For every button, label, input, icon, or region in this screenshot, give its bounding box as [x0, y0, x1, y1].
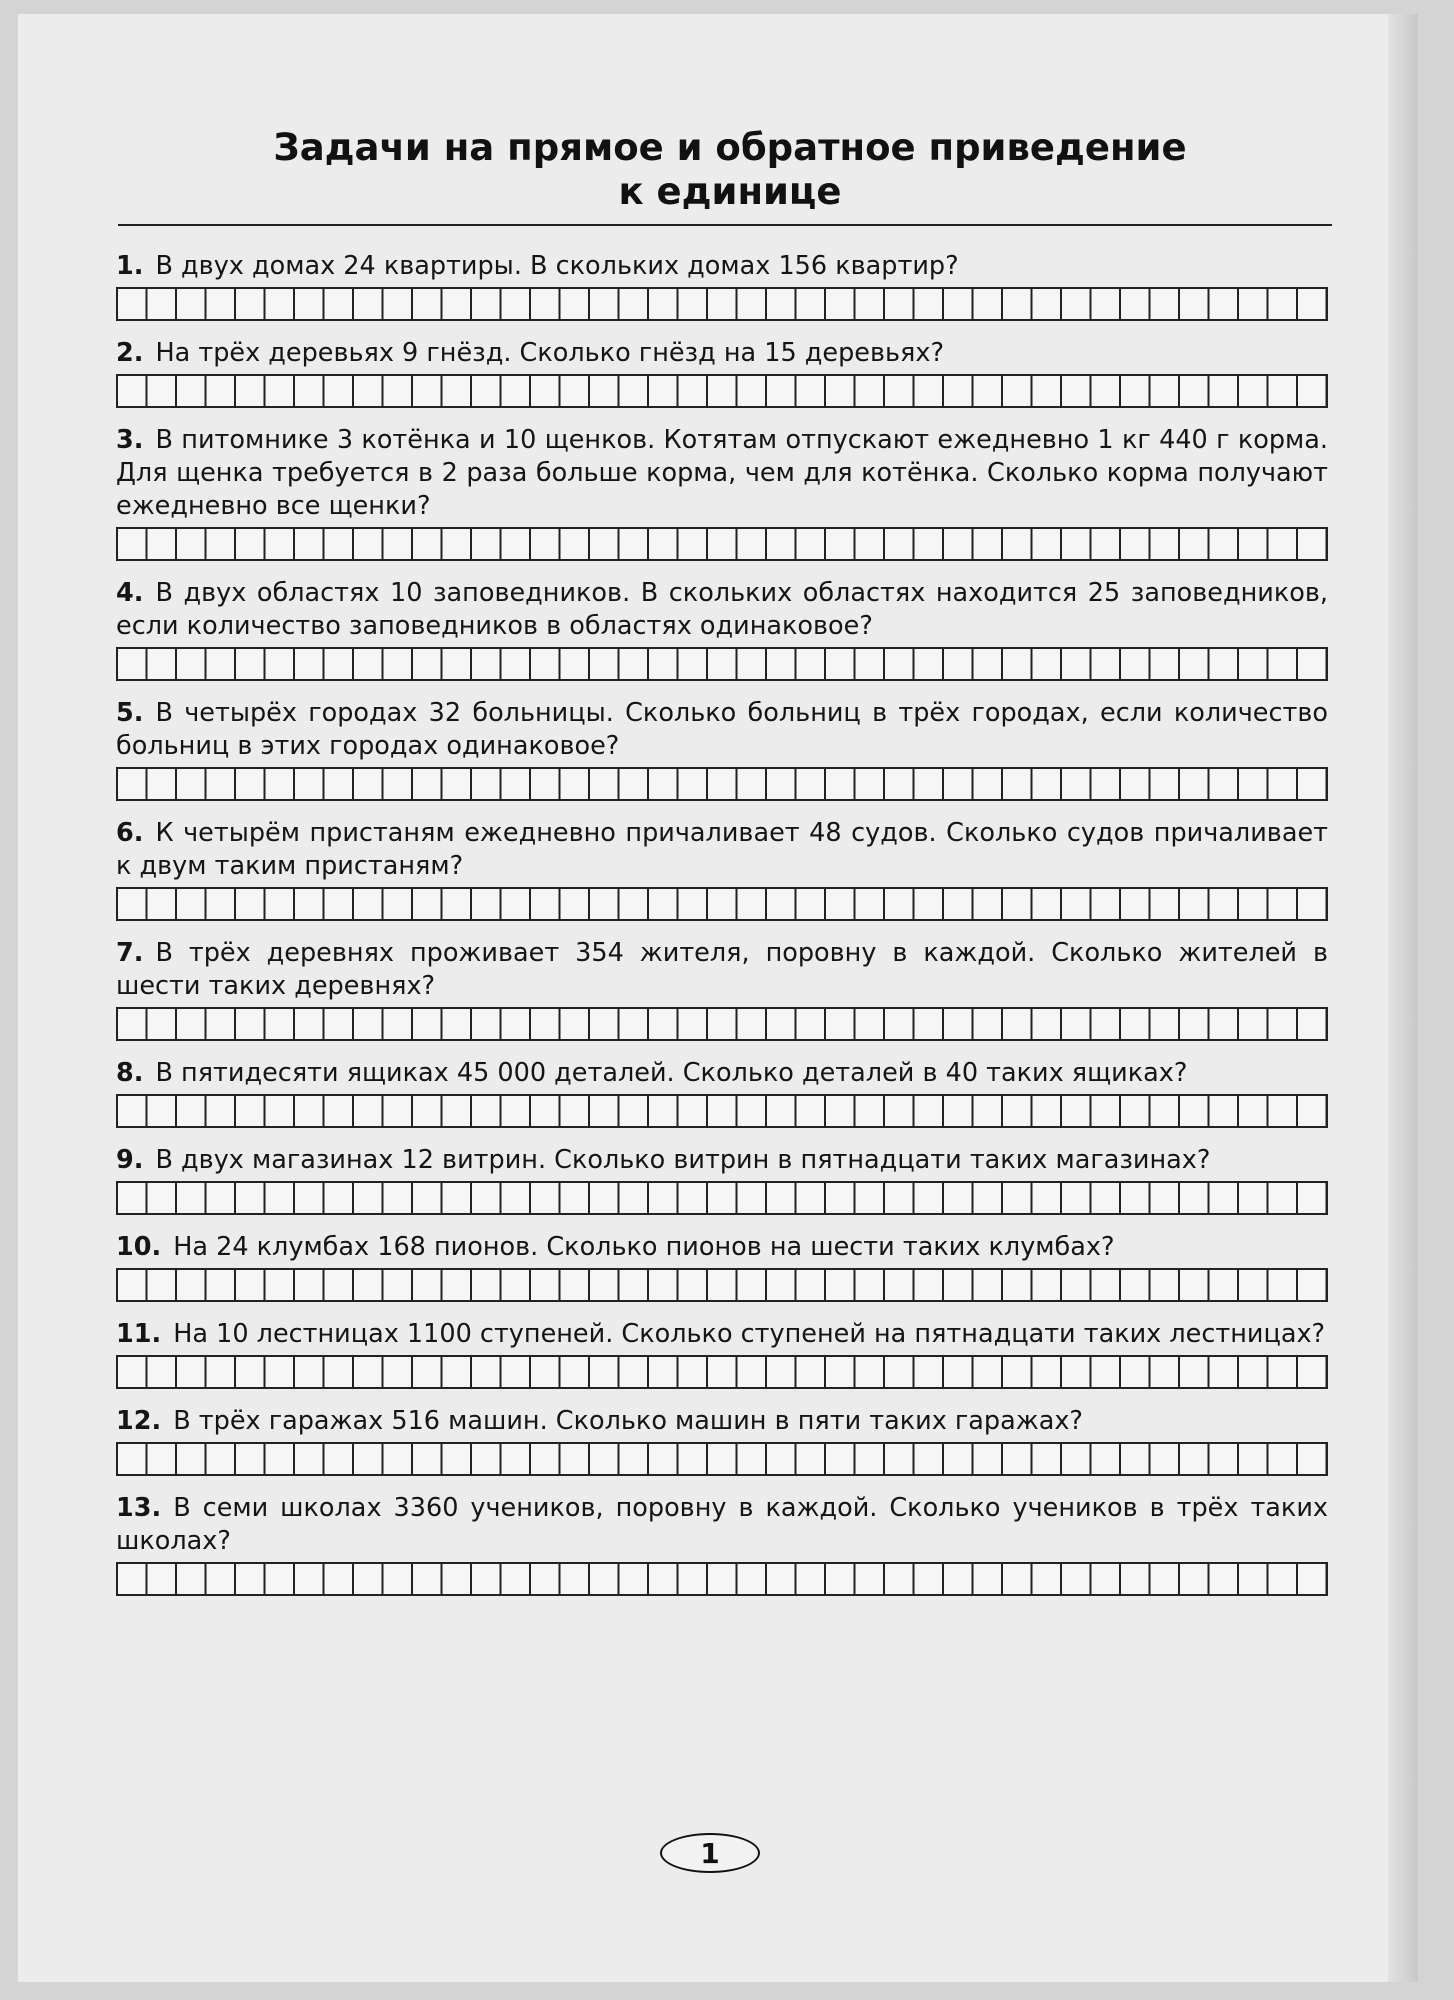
- task-item: [116, 250, 1328, 321]
- answer-grid[interactable]: [116, 1181, 1328, 1215]
- task-body: На 24 клумбах 168 пионов. Сколько пионов на шести таких клумбах?: [173, 1232, 1115, 1262]
- page-number: 1: [700, 1836, 720, 1870]
- task-number: 2.: [116, 338, 144, 368]
- task-body: В пятидесяти ящиках 45 000 деталей. Сколько деталей в 40 таких ящиках?: [155, 1058, 1188, 1088]
- task-number: 7.: [116, 938, 144, 968]
- answer-grid[interactable]: [116, 1442, 1328, 1476]
- task-item: [116, 697, 1328, 801]
- task-item: [116, 937, 1328, 1041]
- task-text: [116, 1405, 1328, 1438]
- task-text: [116, 697, 1328, 763]
- task-text: [116, 1231, 1328, 1264]
- task-number: 6.: [116, 818, 144, 848]
- task-text: [116, 337, 1328, 370]
- task-text: [116, 577, 1328, 643]
- title-underline: [118, 224, 1332, 226]
- task-body: В трёх деревнях проживает 354 жителя, поровну в каждой. Сколько жителей в шести таких деревнях?: [116, 938, 1328, 1001]
- task-text: [116, 817, 1328, 883]
- answer-grid[interactable]: [116, 1007, 1328, 1041]
- task-number: 10.: [116, 1232, 162, 1262]
- page-title-text: Задачи на прямое и обратное приведение к единице: [273, 126, 1187, 213]
- task-body: В трёх гаражах 516 машин. Сколько машин в пяти таких гаражах?: [173, 1406, 1083, 1436]
- task-body: На 10 лестницах 1100 ступеней. Сколько ступеней на пятнадцати таких лестницах?: [173, 1319, 1326, 1349]
- task-item: [116, 1231, 1328, 1302]
- task-body: В двух домах 24 квартиры. В скольких домах 156 квартир?: [155, 251, 959, 281]
- task-text: [116, 1318, 1328, 1351]
- task-item: [116, 1405, 1328, 1476]
- task-number: 8.: [116, 1058, 144, 1088]
- answer-grid[interactable]: [116, 887, 1328, 921]
- answer-grid[interactable]: [116, 1268, 1328, 1302]
- task-item: [116, 337, 1328, 408]
- answer-grid[interactable]: [116, 527, 1328, 561]
- task-text: [116, 1492, 1328, 1558]
- task-item: [116, 1318, 1328, 1389]
- task-item: [116, 1492, 1328, 1596]
- page-title: [140, 126, 1320, 214]
- task-number: 5.: [116, 698, 144, 728]
- task-item: [116, 1144, 1328, 1215]
- task-body: В питомнике 3 котёнка и 10 щенков. Котятам отпускают ежедневно 1 кг 440 г корма. Для щенка требуется в 2 раза больше корма, чем для котёнка. Сколько корма получают ежедневно все щенки?: [116, 425, 1328, 521]
- task-text: [116, 424, 1328, 523]
- task-body: В двух областях 10 заповедников. В скольких областях находится 25 заповедников, если количество заповедников в областях одинаковое?: [116, 578, 1328, 641]
- task-body: В двух магазинах 12 витрин. Сколько витрин в пятнадцати таких магазинах?: [155, 1145, 1211, 1175]
- task-text: [116, 1144, 1328, 1177]
- task-number: 4.: [116, 578, 144, 608]
- task-text: [116, 1057, 1328, 1090]
- task-number: 13.: [116, 1493, 162, 1523]
- task-item: [116, 817, 1328, 921]
- answer-grid[interactable]: [116, 374, 1328, 408]
- task-number: 9.: [116, 1145, 144, 1175]
- task-number: 3.: [116, 425, 144, 455]
- task-body: В семи школах 3360 учеников, поровну в каждой. Сколько учеников в трёх таких школах?: [116, 1493, 1328, 1556]
- task-item: [116, 1057, 1328, 1128]
- answer-grid[interactable]: [116, 1094, 1328, 1128]
- task-number: 12.: [116, 1406, 162, 1436]
- task-body: На трёх деревьях 9 гнёзд. Сколько гнёзд на 15 деревьях?: [155, 338, 945, 368]
- task-item: [116, 577, 1328, 681]
- task-text: [116, 937, 1328, 1003]
- task-item: [116, 424, 1328, 561]
- task-text: [116, 250, 1328, 283]
- answer-grid[interactable]: [116, 1355, 1328, 1389]
- page-number-badge: [660, 1833, 760, 1873]
- task-number: 11.: [116, 1319, 162, 1349]
- task-list: [116, 250, 1328, 1612]
- task-body: В четырёх городах 32 больницы. Сколько больниц в трёх городах, если количество больниц в этих городах одинаковое?: [116, 698, 1328, 761]
- task-body: К четырём пристаням ежедневно причаливает 48 судов. Сколько судов причаливает к двум таким пристаням?: [116, 818, 1328, 881]
- page-edge-shadow: [1388, 14, 1418, 1982]
- answer-grid[interactable]: [116, 287, 1328, 321]
- answer-grid[interactable]: [116, 767, 1328, 801]
- answer-grid[interactable]: [116, 1562, 1328, 1596]
- answer-grid[interactable]: [116, 647, 1328, 681]
- task-number: 1.: [116, 251, 144, 281]
